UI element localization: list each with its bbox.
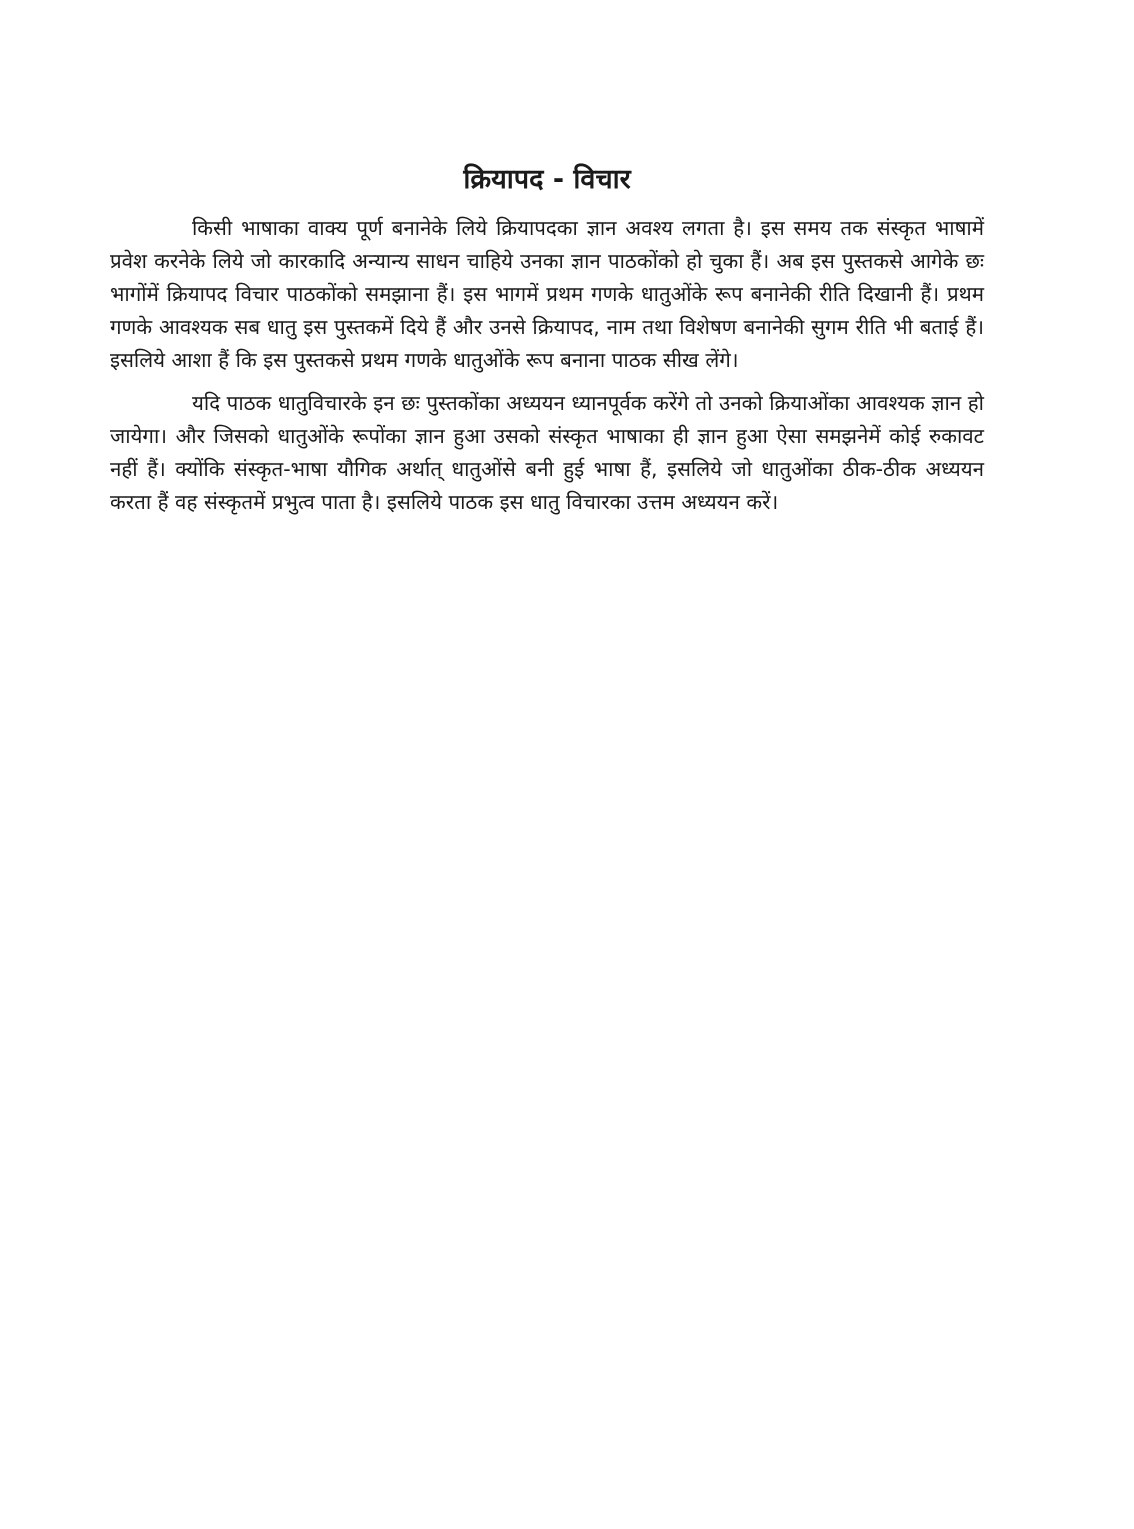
paragraph-2: यदि पाठक धातुविचारके इन छः पुस्तकोंका अध्ययन ध्यानपूर्वक करेंगे तो उनको क्रियाओंका आवश्यक ज्ञान हो जायेगा। और जिसको धातुओंके रूपोंका ज्ञान हुआ उसको संस्कृत भाषाका ही ज्ञान हुआ ऐसा समझनेमें कोई रुकावट नहीं हैं। क्योंकि संस्कृत-भाषा यौगिक अर्थात् धातुओंसे बनी हुई भाषा हैं, इसलिये जो धातुओंका ठीक-ठीक अध्ययन करता हैं वह संस्कृतमें प्रभुत्व पाता है। इसलिये पाठक इस धातु विचारका उत्तम अध्ययन करें। bbox=[110, 391, 984, 514]
paragraph-1: किसी भाषाका वाक्य पूर्ण बनानेके लिये क्रियापदका ज्ञान अवश्य लगता है। इस समय तक संस्कृत भाषामें प्रवेश करनेके लिये जो कारकादि अन्यान्य साधन चाहिये उनका ज्ञान पाठकोंको हो चुका हैं। अब इस पुस्तकसे आगेके छः भागोंमें क्रियापद विचार पाठकोंको समझाना हैं। इस भागमें प्रथम गणके धातुओंके रूप बनानेकी रीति दिखानी हैं। प्रथम गणके आवश्यक सब धातु इस पुस्तकमें दिये हैं और उनसे क्रियापद, नाम तथा विशेषण बनानेकी सुगम रीति भी बताई हैं। इसलिये आशा हैं कि इस पुस्तकसे प्रथम गणके धातुओंके रूप बनाना पाठक सीख लेंगे। bbox=[110, 216, 984, 372]
page-content bbox=[110, 150, 984, 529]
page-title: क्रियापद - विचार bbox=[463, 164, 631, 195]
